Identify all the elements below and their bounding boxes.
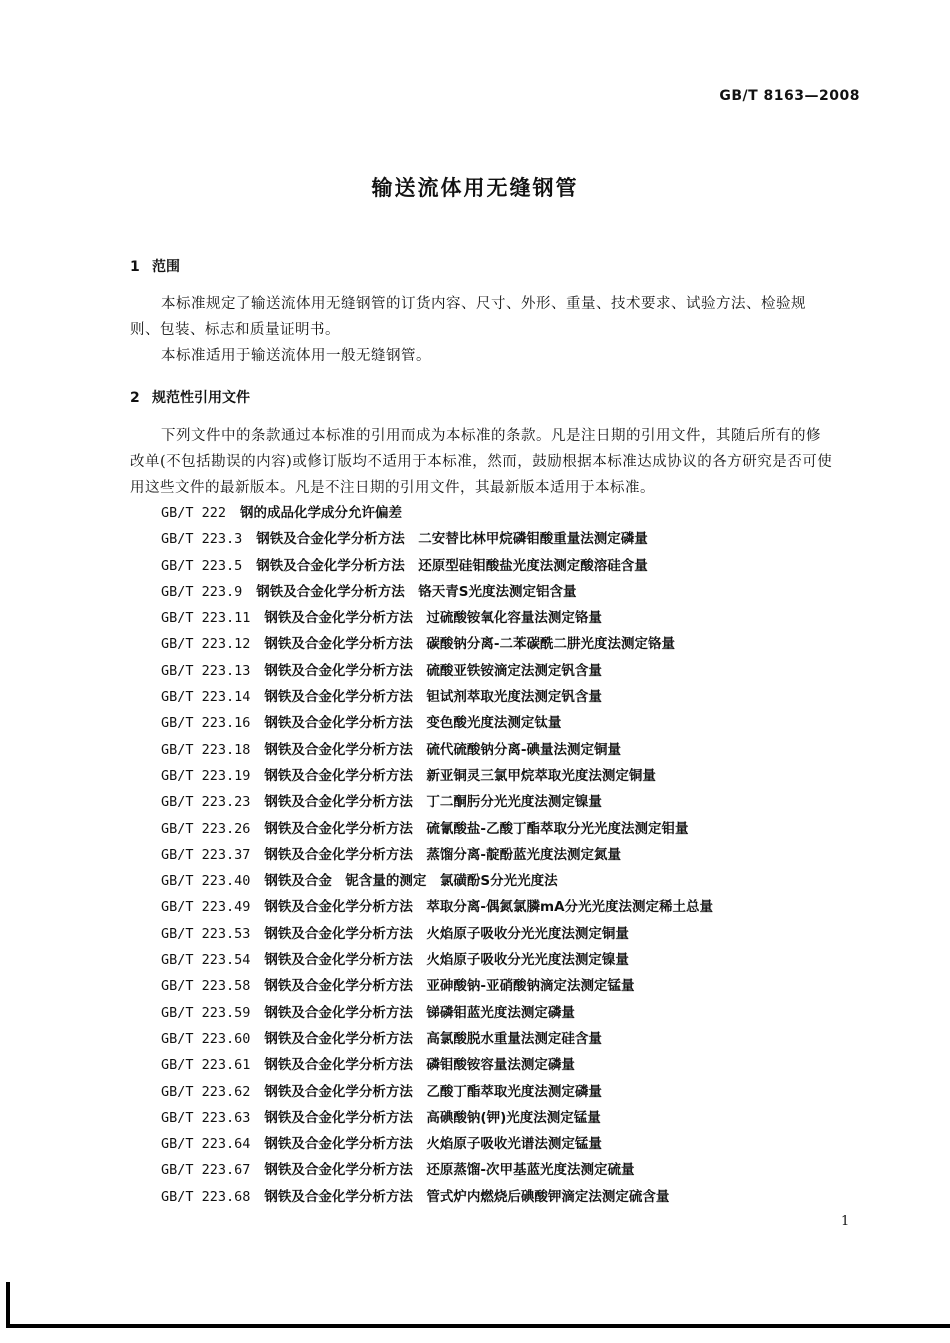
standard-id: GB/T 8163—2008	[719, 88, 860, 104]
reference-code: GB/T 223.23	[161, 794, 251, 811]
reference-code: GB/T 223.19	[161, 767, 251, 784]
reference-code: GB/T 223.61	[161, 1057, 251, 1074]
reference-code: GB/T 223.12	[161, 636, 251, 653]
reference-title: 钢铁及合金化学分析方法 硫代硫酸钠分离-碘量法测定铜量	[264, 741, 622, 758]
section-heading-references	[130, 387, 250, 407]
section-title: 范围	[152, 259, 180, 275]
reference-title: 钢铁及合金化学分析方法 萃取分离-偶氮氯膦mA分光光度法测定稀土总量	[264, 899, 714, 916]
scope-paragraph-2: 本标准适用于输送流体用一般无缝钢管。	[161, 348, 431, 364]
reference-code: GB/T 223.59	[161, 1004, 251, 1021]
scan-edge-left	[6, 1282, 10, 1327]
scope-paragraph-1: 本标准规定了输送流体用无缝钢管的订货内容、尺寸、外形、重量、技术要求、试验方法、检验规则、包装、标志和质量证明书。	[130, 296, 806, 338]
reference-item	[161, 921, 861, 947]
reference-code: GB/T 223.3	[161, 531, 243, 548]
reference-code: GB/T 223.40	[161, 873, 251, 890]
reference-item	[161, 500, 861, 526]
reference-title: 钢铁及合金化学分析方法 火焰原子吸收光谱法测定锰量	[264, 1136, 602, 1153]
reference-code: GB/T 223.54	[161, 952, 251, 969]
reference-title: 钢铁及合金化学分析方法 丁二酮肟分光光度法测定镍量	[264, 794, 602, 811]
reference-item	[161, 1026, 861, 1052]
reference-item	[161, 789, 861, 815]
page-number: 1	[841, 1214, 850, 1229]
reference-title: 钢铁及合金化学分析方法 新亚铜灵三氯甲烷萃取光度法测定铜量	[264, 767, 656, 784]
section-title: 规范性引用文件	[152, 390, 250, 406]
reference-list	[161, 500, 861, 1210]
reference-item	[161, 868, 861, 894]
reference-item	[161, 1000, 861, 1026]
reference-title: 钢铁及合金化学分析方法 蒸馏分离-靛酚蓝光度法测定氮量	[264, 846, 622, 863]
reference-code: GB/T 223.18	[161, 741, 251, 758]
reference-code: GB/T 223.5	[161, 557, 243, 574]
reference-title: 钢铁及合金化学分析方法 变色酸光度法测定钛量	[264, 715, 562, 732]
reference-title: 钢铁及合金 铌含量的测定 氯磺酚S分光光度法	[264, 873, 558, 890]
reference-title: 钢铁及合金化学分析方法 硫酸亚铁铵滴定法测定钒含量	[264, 662, 602, 679]
reference-code: GB/T 223.26	[161, 820, 251, 837]
reference-title: 钢的成品化学成分允许偏差	[240, 505, 403, 521]
reference-title: 钢铁及合金化学分析方法 还原型硅钼酸盐光度法测定酸溶硅含量	[256, 557, 648, 574]
reference-item	[161, 658, 861, 684]
reference-title: 钢铁及合金化学分析方法 乙酸丁酯萃取光度法测定磷量	[264, 1083, 602, 1100]
reference-item	[161, 1184, 861, 1210]
reference-code: GB/T 223.68	[161, 1188, 251, 1205]
reference-item	[161, 1131, 861, 1157]
reference-item	[161, 1079, 861, 1105]
reference-title: 钢铁及合金化学分析方法 钽试剂萃取光度法测定钒含量	[264, 689, 602, 706]
reference-code: GB/T 223.60	[161, 1030, 251, 1047]
reference-item	[161, 894, 861, 920]
reference-title: 钢铁及合金化学分析方法 锑磷钼蓝光度法测定磷量	[264, 1004, 575, 1021]
section-number: 1	[130, 259, 140, 275]
reference-title: 钢铁及合金化学分析方法 火焰原子吸收分光光度法测定镍量	[264, 952, 629, 969]
reference-title: 钢铁及合金化学分析方法 还原蒸馏-次甲基蓝光度法测定硫量	[264, 1162, 635, 1179]
reference-item	[161, 710, 861, 736]
reference-item	[161, 605, 861, 631]
reference-item	[161, 816, 861, 842]
reference-item	[161, 763, 861, 789]
reference-title: 钢铁及合金化学分析方法 过硫酸铵氧化容量法测定铬量	[264, 610, 602, 627]
reference-title: 钢铁及合金化学分析方法 磷钼酸铵容量法测定磷量	[264, 1057, 575, 1074]
reference-title: 钢铁及合金化学分析方法 高氯酸脱水重量法测定硅含量	[264, 1030, 602, 1047]
reference-code: GB/T 223.63	[161, 1109, 251, 1126]
reference-code: GB/T 223.11	[161, 610, 251, 627]
reference-code: GB/T 223.37	[161, 846, 251, 863]
reference-item	[161, 553, 861, 579]
reference-code: GB/T 223.58	[161, 978, 251, 995]
reference-item	[161, 737, 861, 763]
reference-item	[161, 1105, 861, 1131]
section-number: 2	[130, 390, 140, 406]
reference-item	[161, 1157, 861, 1183]
scan-edge-bottom	[6, 1324, 950, 1328]
reference-code: GB/T 222	[161, 505, 227, 521]
reference-item	[161, 579, 861, 605]
reference-code: GB/T 223.16	[161, 715, 251, 732]
reference-title: 钢铁及合金化学分析方法 硫氰酸盐-乙酸丁酯萃取分光光度法测定钼量	[264, 820, 689, 837]
reference-item	[161, 842, 861, 868]
reference-code: GB/T 223.14	[161, 689, 251, 706]
reference-item	[161, 1052, 861, 1078]
section-heading-scope	[130, 256, 180, 276]
reference-title: 钢铁及合金化学分析方法 高碘酸钠(钾)光度法测定锰量	[264, 1109, 601, 1126]
reference-item	[161, 526, 861, 552]
reference-code: GB/T 223.62	[161, 1083, 251, 1100]
reference-title: 钢铁及合金化学分析方法 二安替比林甲烷磷钼酸重量法测定磷量	[256, 531, 648, 548]
reference-title: 钢铁及合金化学分析方法 火焰原子吸收分光光度法测定铜量	[264, 925, 629, 942]
reference-item	[161, 973, 861, 999]
reference-code: GB/T 223.67	[161, 1162, 251, 1179]
reference-title: 钢铁及合金化学分析方法 铬天青S光度法测定铝含量	[256, 583, 577, 600]
reference-code: GB/T 223.53	[161, 925, 251, 942]
reference-title: 钢铁及合金化学分析方法 亚砷酸钠-亚硝酸钠滴定法测定锰量	[264, 978, 635, 995]
reference-code: GB/T 223.49	[161, 899, 251, 916]
reference-title: 钢铁及合金化学分析方法 管式炉内燃烧后碘酸钾滴定法测定硫含量	[264, 1188, 670, 1205]
reference-code: GB/T 223.64	[161, 1136, 251, 1153]
reference-code: GB/T 223.9	[161, 583, 243, 600]
references-intro-paragraph: 下列文件中的条款通过本标准的引用而成为本标准的条款。凡是注日期的引用文件，其随后所有的修改单(不包括勘误的内容)或修订版均不适用于本标准，然而，鼓励根据本标准达成协议的各方研究是否可使用这些文件的最新版本。凡是不注日期的引用文件，其最新版本适用于本标准。	[130, 428, 833, 496]
document-title: 输送流体用无缝钢管	[371, 176, 579, 200]
reference-item	[161, 631, 861, 657]
reference-title: 钢铁及合金化学分析方法 碳酸钠分离-二苯碳酰二肼光度法测定铬量	[264, 636, 676, 653]
reference-item	[161, 947, 861, 973]
reference-item	[161, 684, 861, 710]
reference-code: GB/T 223.13	[161, 662, 251, 679]
